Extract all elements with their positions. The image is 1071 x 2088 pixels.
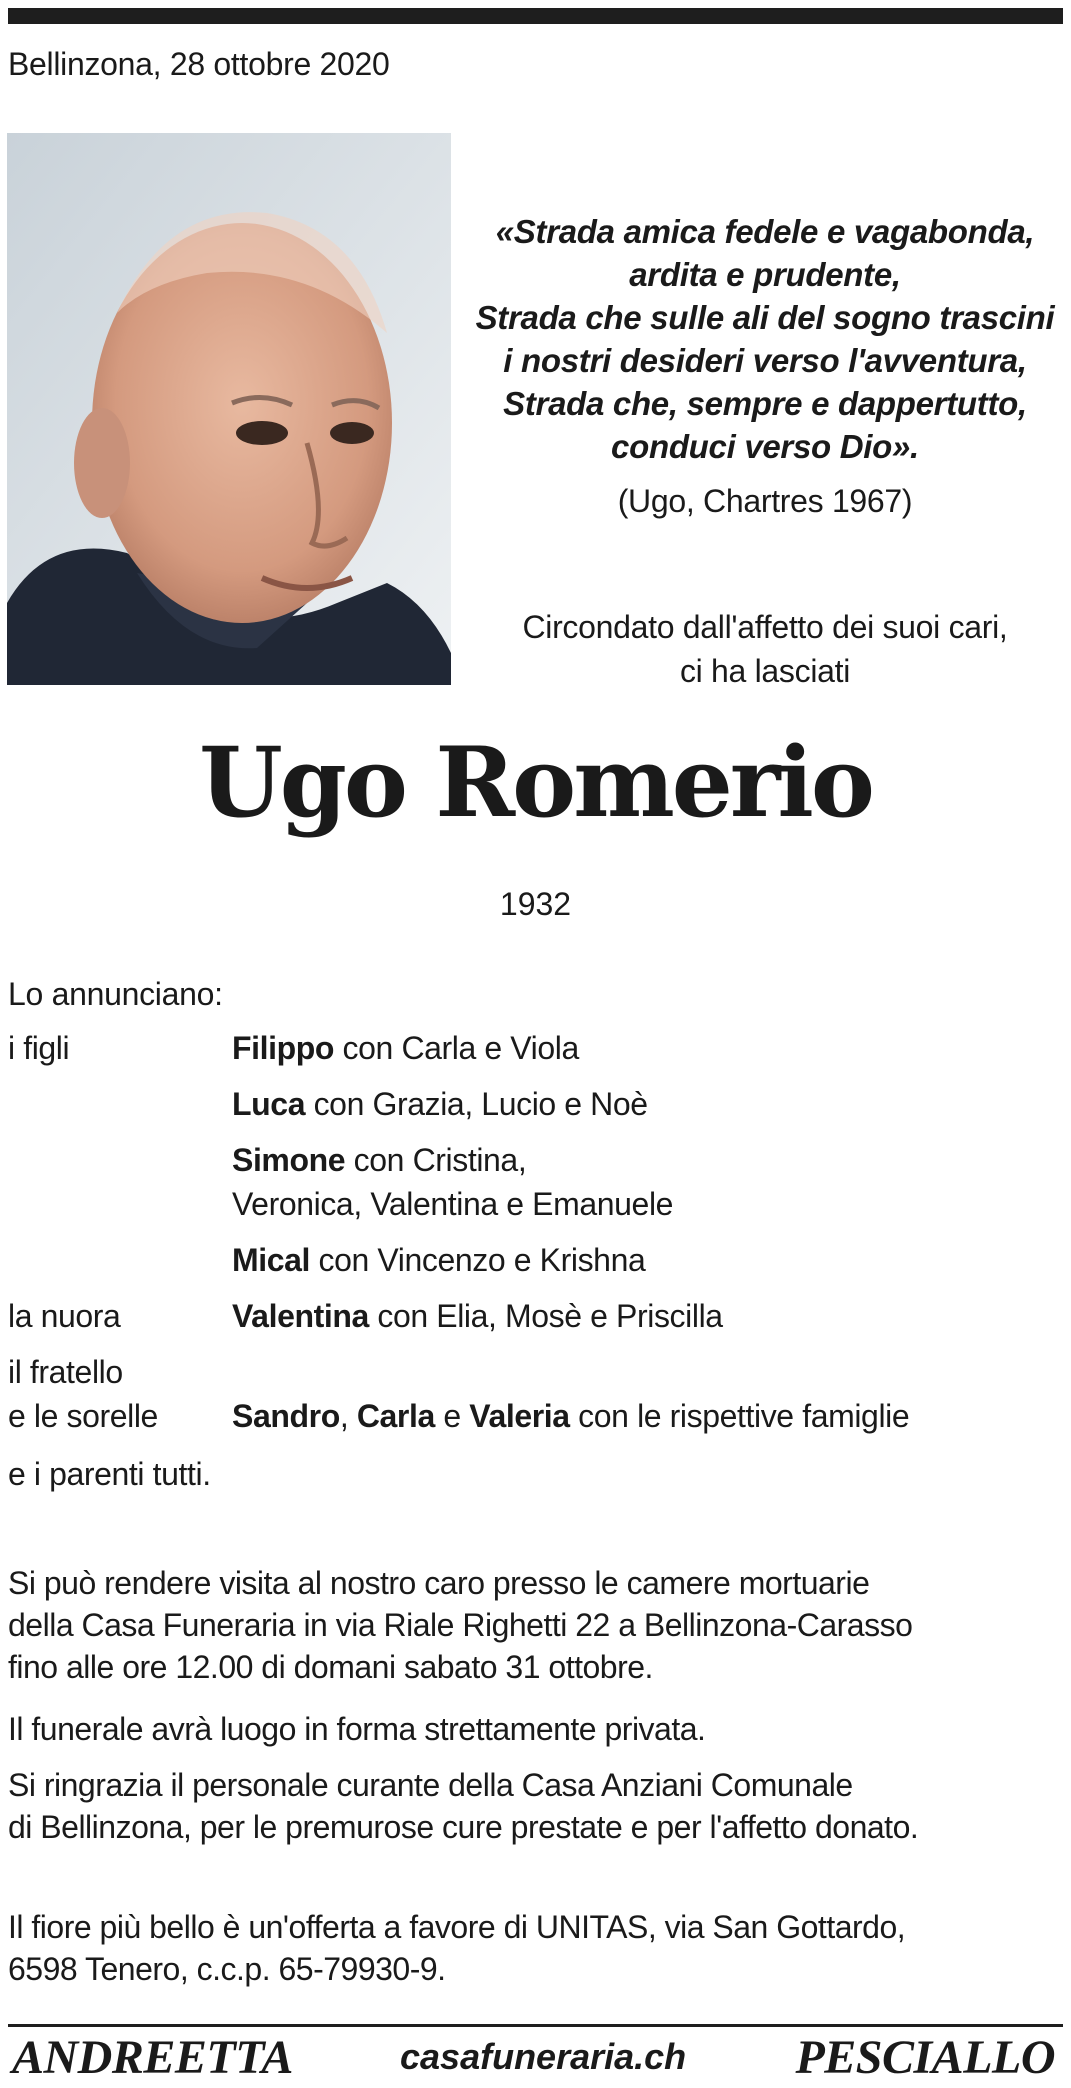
- bottom-rule: [8, 2024, 1063, 2027]
- intro-text: [470, 605, 1060, 693]
- member-detail: con Cristina,: [345, 1142, 527, 1178]
- member-name: Valentina: [232, 1298, 369, 1334]
- relation-label: i figli: [8, 1030, 70, 1066]
- quote-line: i nostri desideri verso l'avventura,: [503, 342, 1027, 379]
- place-date: Bellinzona, 28 ottobre 2020: [8, 46, 390, 82]
- relation-label: e i parenti tutti.: [8, 1456, 211, 1492]
- paragraph-line: 6598 Tenero, c.c.p. 65-79930-9.: [8, 1951, 446, 1987]
- family-member: [232, 1086, 648, 1123]
- paragraph-line: della Casa Funeraria in via Riale Righetti 22 a Bellinzona-Carasso: [8, 1607, 913, 1643]
- funeral-paragraph: [8, 1708, 1068, 1750]
- quote-line: conduci verso Dio».: [611, 428, 919, 465]
- family-member: [232, 1298, 723, 1335]
- family-member: [232, 1142, 526, 1179]
- family-member: [232, 1398, 909, 1435]
- paragraph-line: Si ringrazia il personale curante della Casa Anziani Comunale: [8, 1767, 853, 1803]
- paragraph-line: Il funerale avrà luogo in forma strettamente privata.: [8, 1711, 706, 1747]
- family-member: [232, 1242, 645, 1279]
- member-name: Simone: [232, 1142, 346, 1178]
- member-detail: con Elia, Mosè e Priscilla: [368, 1298, 723, 1334]
- intro-line: ci ha lasciati: [679, 653, 851, 689]
- paragraph-line: Il fiore più bello è un'offerta a favore di UNITAS, via San Gottardo,: [8, 1909, 906, 1945]
- funeral-home-website: casafuneraria.ch: [400, 2036, 687, 2077]
- quote-line: Strada che sulle ali del sogno trascini: [475, 299, 1055, 336]
- paragraph-line: Si può rendere visita al nostro caro presso le camere mortuarie: [8, 1565, 870, 1601]
- member-detail: con Carla e Viola: [334, 1030, 579, 1066]
- member-name: Sandro: [232, 1398, 340, 1434]
- paragraph-line: di Bellinzona, per le premurose cure prestate e per l'affetto donato.: [8, 1809, 919, 1845]
- quote-line: ardita e prudente,: [629, 256, 901, 293]
- quote-line: Strada che, sempre e dappertutto,: [503, 385, 1027, 422]
- top-rule: [8, 8, 1063, 24]
- member-name: Mical: [232, 1242, 311, 1278]
- announce-label: Lo annunciano:: [8, 976, 223, 1012]
- member-detail-cont: Veronica, Valentina e Emanuele: [232, 1186, 674, 1222]
- deceased-name: Ugo Romerio: [199, 726, 872, 839]
- member-detail: con Grazia, Lucio e Noè: [305, 1086, 648, 1122]
- intro-line: Circondato dall'affetto dei suoi cari,: [522, 609, 1008, 645]
- funeral-home-right: PESCIALLO: [795, 2031, 1055, 2084]
- member-detail: con le rispettive famiglie: [569, 1398, 910, 1434]
- separator: e: [434, 1398, 470, 1434]
- family-member: [232, 1030, 579, 1067]
- quote: [470, 210, 1060, 468]
- member-detail: con Vincenzo e Krishna: [310, 1242, 646, 1278]
- relation-label: la nuora: [8, 1298, 121, 1334]
- thanks-paragraph: [8, 1764, 1068, 1848]
- quote-line: «Strada amica fedele e vagabonda,: [495, 213, 1035, 250]
- funeral-home-left: ANDREETTA: [12, 2031, 293, 2084]
- portrait-photo: [7, 133, 451, 685]
- paragraph-line: fino alle ore 12.00 di domani sabato 31 ottobre.: [8, 1649, 653, 1685]
- relation-label: e le sorelle: [8, 1398, 158, 1434]
- member-name: Valeria: [469, 1398, 570, 1434]
- birth-year: 1932: [499, 886, 572, 922]
- member-name: Filippo: [232, 1030, 335, 1066]
- member-name: Luca: [232, 1086, 306, 1122]
- flowers-paragraph: [8, 1906, 1068, 1990]
- quote-source: (Ugo, Chartres 1967): [617, 483, 913, 519]
- visit-paragraph: [8, 1562, 1068, 1688]
- member-name: Carla: [356, 1398, 435, 1434]
- separator: ,: [339, 1398, 357, 1434]
- relation-label: il fratello: [8, 1354, 123, 1390]
